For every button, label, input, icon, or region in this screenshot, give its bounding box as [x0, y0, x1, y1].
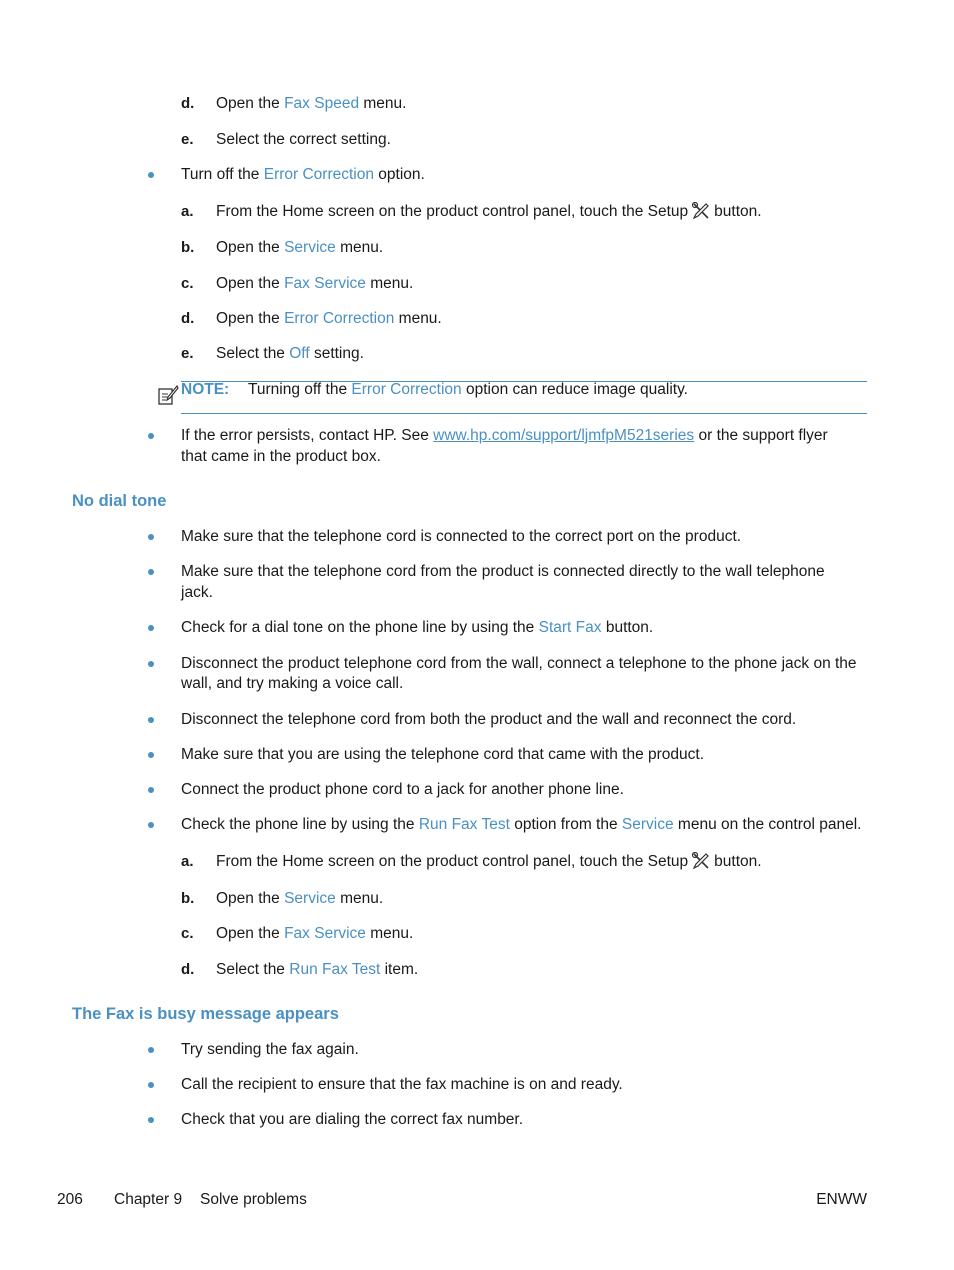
step-letter: c.: [181, 275, 194, 292]
note-text: Turning off the Error Correction option can reduce image quality.: [248, 381, 688, 398]
step-letter: e.: [181, 131, 194, 148]
setup-wrench-icon: [691, 852, 711, 870]
bullet: [148, 661, 154, 667]
bullet: [148, 625, 154, 631]
bullet: [148, 172, 154, 178]
setup-wrench-icon: [691, 202, 711, 220]
step-letter: d.: [181, 95, 195, 112]
list-item: Call the recipient to ensure that the fax machine is on and ready.: [181, 1076, 623, 1093]
bullet: [148, 1047, 154, 1053]
bullet: [148, 1117, 154, 1123]
list-item: Try sending the fax again.: [181, 1041, 359, 1058]
note-bottom-rule: [181, 413, 867, 414]
list-item: Turn off the Error Correction option.: [181, 166, 425, 183]
list-item: Make sure that you are using the telephone cord that came with the product.: [181, 746, 705, 763]
step-letter: c.: [181, 925, 194, 942]
step-letter: d.: [181, 310, 195, 327]
list-item: If the error persists, contact HP. See www.hp.com/support/ljmfpM521series or the support flyer: [181, 427, 828, 444]
step-text: Open the Fax Service menu.: [216, 275, 414, 292]
step-letter: e.: [181, 345, 194, 362]
section-heading-no-dial-tone: No dial tone: [72, 492, 167, 510]
list-item-continued: that came in the product box.: [181, 448, 381, 465]
list-item: Disconnect the product telephone cord from the wall, connect a telephone to the phone jack on the: [181, 655, 857, 672]
step-text: From the Home screen on the product control panel, touch the Setup button.: [216, 853, 762, 870]
step-text: From the Home screen on the product control panel, touch the Setup button.: [216, 203, 762, 220]
step-text: Open the Fax Service menu.: [216, 925, 414, 942]
note-pencil-icon: [157, 384, 179, 406]
step-text: Select the correct setting.: [216, 131, 391, 148]
step-letter: a.: [181, 203, 194, 220]
bullet: [148, 787, 154, 793]
step-letter: b.: [181, 890, 195, 907]
step-letter: a.: [181, 853, 194, 870]
step-text: Open the Service menu.: [216, 890, 384, 907]
section-heading-fax-busy: The Fax is busy message appears: [72, 1005, 339, 1023]
support-link[interactable]: www.hp.com/support/ljmfpM521series: [433, 427, 695, 444]
list-item: Check the phone line by using the Run Fax Test option from the Service menu on the control panel.: [181, 816, 862, 833]
list-item-continued: wall, and try making a voice call.: [181, 675, 404, 692]
step-text: Select the Off setting.: [216, 345, 364, 362]
step-letter: d.: [181, 961, 195, 978]
footer-right: ENWW: [816, 1191, 867, 1208]
list-item: Check that you are dialing the correct fax number.: [181, 1111, 524, 1128]
note-label: NOTE:: [181, 381, 230, 398]
list-item: Check for a dial tone on the phone line by using the Start Fax button.: [181, 619, 654, 636]
step-text: Select the Run Fax Test item.: [216, 961, 419, 978]
footer-chapter: Chapter 9: [114, 1191, 183, 1208]
step-letter: b.: [181, 239, 195, 256]
list-item: Connect the product phone cord to a jack for another phone line.: [181, 781, 624, 798]
step-text: Open the Error Correction menu.: [216, 310, 442, 327]
bullet: [148, 752, 154, 758]
bullet: [148, 1082, 154, 1088]
list-item: Disconnect the telephone cord from both the product and the wall and reconnect the cord.: [181, 711, 797, 728]
list-item: Make sure that the telephone cord is connected to the correct port on the product.: [181, 528, 742, 545]
bullet: [148, 569, 154, 575]
bullet: [148, 534, 154, 540]
list-item-continued: jack.: [181, 584, 213, 601]
bullet: [148, 822, 154, 828]
page-number: 206: [57, 1191, 83, 1208]
step-text: Open the Fax Speed menu.: [216, 95, 407, 112]
footer-section: Solve problems: [200, 1191, 307, 1208]
list-item: Make sure that the telephone cord from the product is connected directly to the wall telephone: [181, 563, 825, 580]
bullet: [148, 433, 154, 439]
step-text: Open the Service menu.: [216, 239, 384, 256]
bullet: [148, 717, 154, 723]
